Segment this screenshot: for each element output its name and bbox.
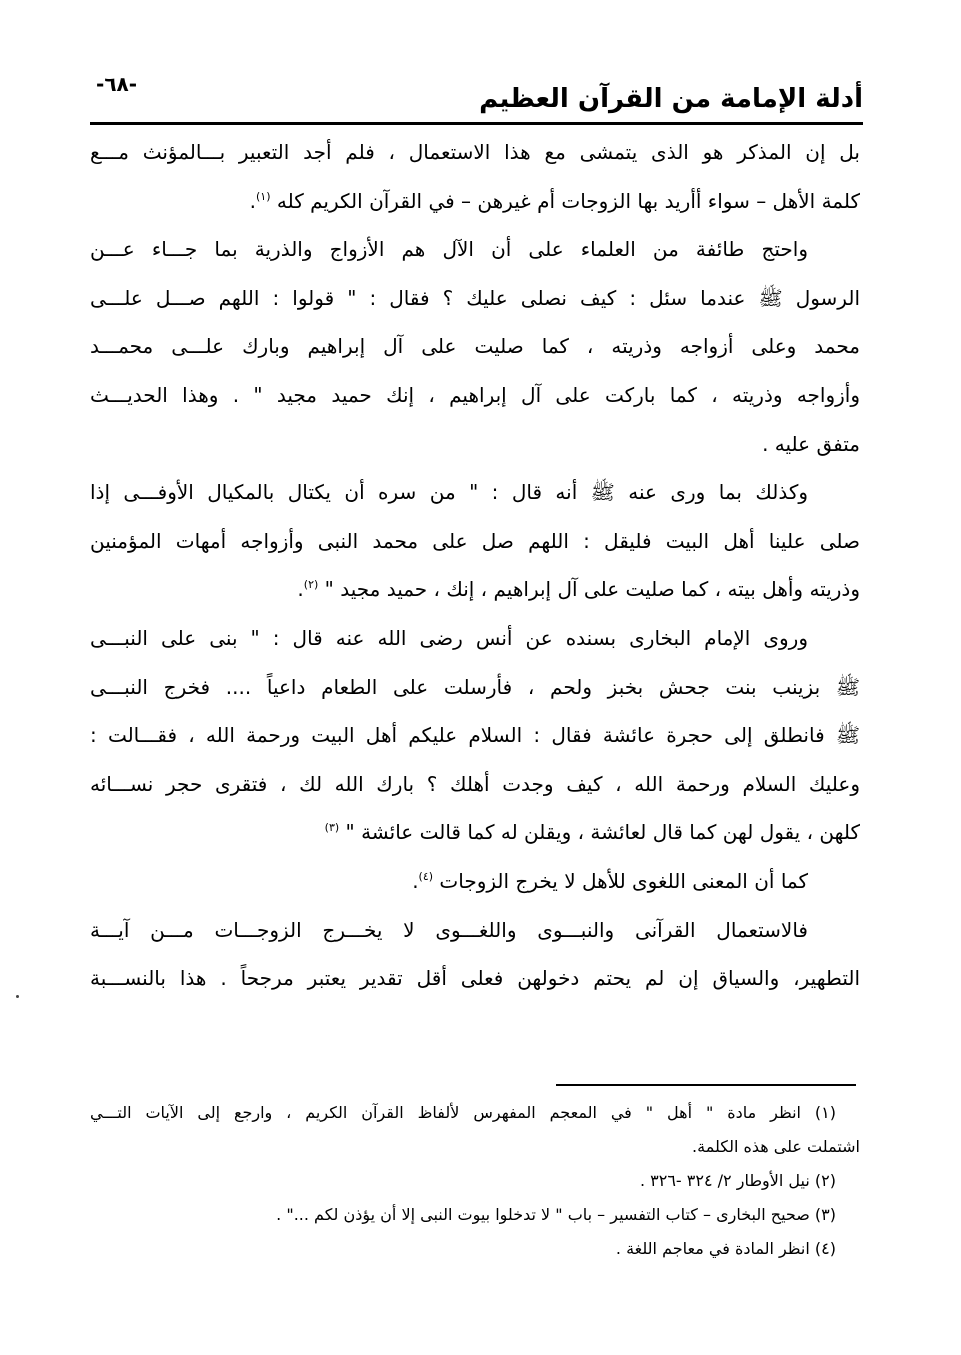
scan-speck — [16, 995, 19, 998]
body-line: وأزواجه وذريته ، كما باركت على آل إبراهيم ، إنك حميد مجيد " . وهذا الحديـــث — [90, 382, 860, 407]
footnote-ref: (٢) — [303, 578, 319, 592]
body-line: بل إن المذكر هو الذى يتمشى مع هذا الاستعمال ، فلم أجد التعبير بـــالمؤنث مـــع — [90, 140, 860, 164]
body-line: ﷺ فانطلق إلى حجرة عائشة فقال : السلام عليكم أهل البيت ورحمة الله ، فقـــالت : — [90, 723, 860, 748]
footnotes — [90, 1096, 860, 1266]
footnote-ref: (١) — [256, 189, 271, 203]
body-line: واحتج طائفة من العلماء على أن الآل هم الأزواج والذرية بما جـــاء عـــن — [90, 237, 808, 262]
body-line — [90, 565, 860, 614]
body-line: محمد وعلى أزواجه وذريته ، كما صليت على آل إبراهيم وبارك علـــى محمـــد — [90, 334, 860, 359]
footnote-3: (٣) صحيح البخارى – كتاب التفسير – باب " لا تدخلوا بيوت النبى إلا أن يؤذن لكم ..." . — [276, 1205, 836, 1224]
footnote-1: (١) انظر مادة " أهل " في المعجم المفهرس لألفاظ القرآن الكريم ، وارجع إلى الآيات التـــي — [90, 1103, 836, 1122]
body-line — [90, 808, 860, 857]
body-line-text: وذريته وأهل بيته ، كما صليت على آل إبراهيم ، إنك ، حميد مجيد " — [324, 577, 860, 602]
header-rule — [90, 122, 863, 125]
body-line: التطهير، والسياق إن لم يحتم دخولهن فعلى أقل تقدير يعتبر مرجحاً . هذا بالنســـبة — [90, 966, 860, 991]
body-line: فالاستعمال القرآنى والنبـــوى واللغـــوى لا يخـــرج الزوجـــات مـــن آيـــة — [90, 917, 808, 942]
body-line: صلى علينا أهل البيت فليقل : اللهم صل على محمد النبى وأزواجه أمهات المؤمنين — [90, 528, 860, 553]
period: . — [249, 188, 256, 213]
footnote-1-continuation: اشتملت على هذه الكلمة. — [692, 1137, 860, 1156]
body-line: وروى الإمام البخارى بسنده عن أنس رضى الله عنه قال : " بنى على النبـــى — [90, 625, 808, 650]
footnote-ref: (٤) — [418, 869, 434, 883]
page-number: -٦٨- — [96, 72, 138, 96]
body-line — [90, 857, 860, 906]
footnote-ref: (٣) — [324, 821, 340, 835]
body-line: وكذلك بما ورى عنه ﷺ أنه قال : " من سره أن يكتال بالمكيال الأوفـــى إذا — [90, 480, 808, 505]
body-line: وعليك السلام ورحمة الله ، كيف وجدت أهلك ؟ بارك الله لك ، فتقرى حجر نســـائه — [90, 771, 860, 796]
body-line-text: كلمة الأهل – سواء أأريد بها الزوجات أم غيرهن – في القرآن الكريم كله — [276, 188, 860, 213]
body-line: ﷺ بزينب بنت جحش بخبز ولحم ، فأرسلت على الطعام داعياً .... فخرج النبـــى — [90, 674, 860, 699]
period: . — [297, 577, 304, 602]
body-line: الرسول ﷺ عندما سئل : كيف نصلى عليك ؟ فقال : " قولوا : اللهم صـــل علـــى — [90, 285, 860, 310]
body-text — [90, 128, 860, 1003]
body-line-text: كما أن المعنى اللغوى للأهل لا يخرج الزوجات — [439, 868, 808, 893]
footnote-2: (٢) نيل الأوطار ٢/ ٣٢٤ -٣٢٦ . — [639, 1171, 836, 1190]
book-title: أدلة الإمامة من القرآن العظيم — [479, 84, 863, 114]
footnote-rule — [556, 1084, 856, 1086]
body-line — [90, 177, 860, 226]
body-line-text: كلهن ، يقول لهن كما قال لعائشة ، ويقلن له كما قالت عائشة " — [345, 820, 860, 845]
footnote-4: (٤) انظر المادة في معاجم اللغة . — [615, 1239, 836, 1258]
period: . — [412, 868, 419, 893]
body-line: متفق عليه . — [762, 431, 860, 456]
